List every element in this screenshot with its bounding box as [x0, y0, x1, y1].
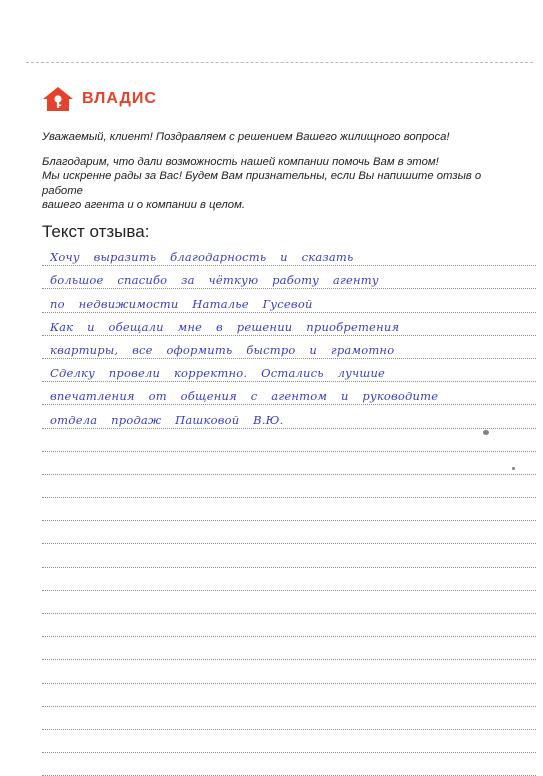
- handwritten-line: Сделку провели корректно. Остались лучшие: [50, 366, 386, 381]
- ruled-line: [42, 336, 536, 359]
- handwritten-line: квартиры, все оформить быстро и грамотно: [50, 342, 395, 357]
- intro-line-1: Благодарим, что дали возможность нашей компании помочь Вам в этом!: [42, 155, 439, 168]
- intro-line-3: вашего агента и о компании в целом.: [42, 199, 245, 211]
- ruled-line: [42, 359, 536, 382]
- brand-name: ВЛАДИС: [82, 90, 157, 107]
- page-fold-line: [26, 62, 533, 63]
- ruled-line: [42, 498, 536, 521]
- ruled-line: [42, 452, 536, 475]
- ruled-line: [42, 753, 536, 776]
- ruled-line: [42, 707, 536, 730]
- handwritten-line: Хочу выразить благодарность и сказать: [50, 250, 354, 265]
- intro-greeting: Уважаемый, клиент! Поздравляем с решением Вашего жилищного вопроса!: [42, 131, 450, 143]
- review-title: Текст отзыва:: [42, 222, 150, 241]
- handwritten-line: Как и обещали мне в решении приобретения: [50, 319, 400, 334]
- ruled-line: [42, 382, 536, 405]
- company-logo: [42, 86, 157, 112]
- house-key-icon: [42, 86, 74, 112]
- ruled-line: [42, 614, 536, 637]
- handwritten-line: впечатления от общения с агентом и руководите: [50, 389, 439, 404]
- ruled-line: [42, 660, 536, 683]
- ruled-line: [42, 521, 536, 544]
- handwritten-line: по недвижимости Наталье Гусевой: [50, 296, 313, 311]
- ruled-line: [42, 243, 536, 266]
- review-lines: [42, 243, 536, 776]
- ruled-line: [42, 429, 536, 452]
- ink-smudge: [512, 467, 515, 470]
- handwritten-line: большое спасибо за чёткую работу агенту: [50, 273, 379, 288]
- intro-text: [42, 130, 512, 213]
- ruled-line: [42, 684, 536, 707]
- ruled-line: [42, 568, 536, 591]
- ruled-line: [42, 591, 536, 614]
- ruled-line: [42, 266, 536, 289]
- ruled-line: [42, 405, 536, 428]
- ruled-line: [42, 313, 536, 336]
- ruled-line: [42, 475, 536, 498]
- ruled-line: [42, 730, 536, 753]
- ruled-line: [42, 637, 536, 660]
- intro-line-2: Мы искренне рады за Вас! Будем Вам признательны, если Вы напишите отзыв о работе: [42, 170, 482, 197]
- ruled-line: [42, 289, 536, 312]
- ruled-line: [42, 544, 536, 567]
- ink-smudge: [483, 430, 489, 435]
- handwritten-line: отдела продаж Пашковой В.Ю.: [50, 412, 284, 427]
